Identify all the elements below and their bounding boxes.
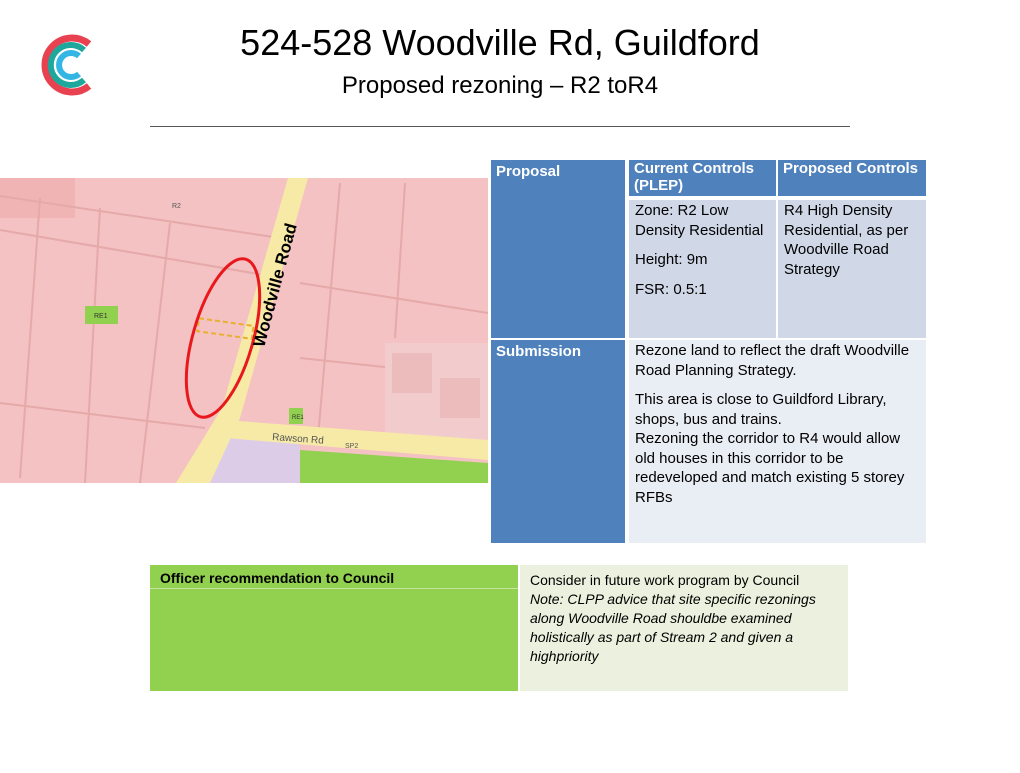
recommendation-text-cell [520, 565, 848, 691]
zone-label-sp2: SP2 [345, 443, 359, 450]
submission-header: Submission [491, 340, 625, 543]
controls-table [491, 160, 926, 543]
recommendation-note: Note: CLPP advice that site specific rezonings along Woodville Road shouldbe examined holistically as part of Stream 2 and given a highpriority [530, 591, 816, 664]
title-divider [150, 126, 850, 127]
page-subtitle: Proposed rezoning – R2 toR4 [341, 72, 659, 99]
submission-text-3: Rezoning the corridor to R4 would allow old houses in this corridor to be redeveloped and match existing 5 storey RFBs [635, 430, 905, 506]
current-zone: Zone: R2 Low Density Residential [635, 202, 764, 239]
recommendation-table [150, 565, 848, 691]
page-title: 524-528 Woodville Rd, Guildford [240, 22, 760, 63]
current-controls-header: Current Controls (PLEP) [629, 160, 776, 196]
zone-label-re1-2: RE1 [292, 415, 304, 421]
current-fsr: FSR: 0.5:1 [635, 280, 707, 298]
proposal-header: Proposal [491, 160, 625, 338]
recommendation-decision: Consider in future work program by Council [530, 572, 800, 588]
recommendation-label: Officer recommendation to Council [150, 565, 518, 589]
submission-text-2: This area is close to Guildford Library, shops, bus and trains. [635, 391, 887, 428]
submission-cell [629, 340, 926, 543]
road-label: Woodville Road [249, 221, 301, 350]
submission-text-1: Rezone land to reflect the draft Woodville Road Planning Strategy. [635, 342, 910, 379]
proposed-controls-cell [778, 200, 926, 338]
current-height: Height: 9m [635, 251, 708, 268]
zone-label-r2: R2 [172, 203, 181, 210]
proposed-controls-header: Proposed Controls [778, 160, 926, 196]
current-controls-cell [629, 200, 776, 338]
site-map [0, 178, 488, 483]
zone-label-re1: RE1 [94, 313, 108, 320]
street-label-rawson: Rawson Rd [271, 432, 325, 447]
proposed-zone: R4 High Density Residential, as per Woodville Road Strategy [784, 202, 909, 278]
council-logo [38, 32, 100, 98]
